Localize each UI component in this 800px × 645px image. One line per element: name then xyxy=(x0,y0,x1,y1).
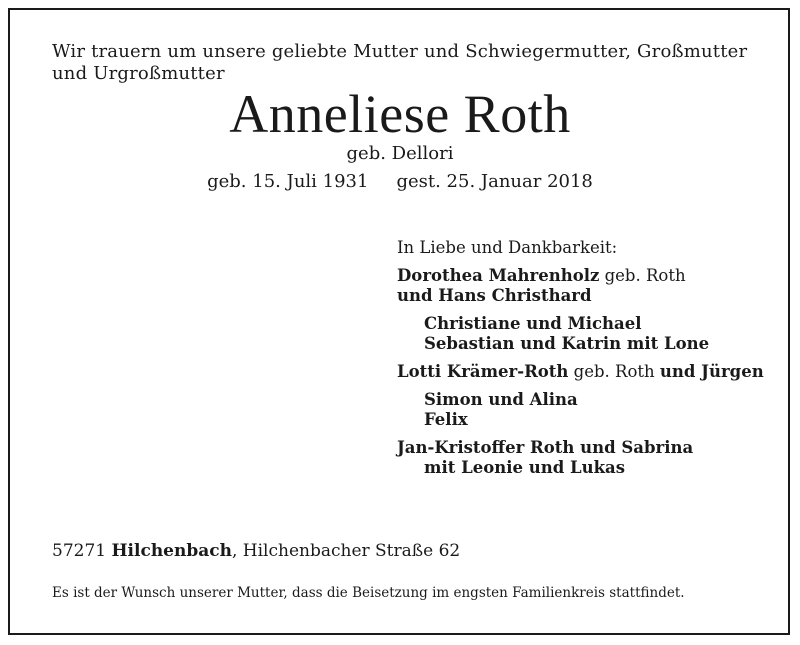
family-member-name: Dorothea Mahrenholz xyxy=(397,266,600,285)
deceased-name: Anneliese Roth xyxy=(229,84,571,144)
family-group-1-line-2: und Hans Christhard xyxy=(397,286,592,305)
postal-code: 57271 xyxy=(52,541,112,561)
intro-text: Wir trauern um unsere geliebte Mutter und Schwiegermutter, Großmutter und Urgroßmutter xyxy=(52,41,748,84)
family-group-2-sub-2: Felix xyxy=(424,410,468,429)
family-group-2-sub-1: Simon und Alina xyxy=(424,390,578,409)
family-member-maiden: geb. Roth xyxy=(568,362,660,381)
family-group-1-sub-1: Christiane und Michael xyxy=(424,314,642,333)
family-group-3-sub-1: mit Leonie und Lukas xyxy=(424,458,625,477)
family-heading: In Liebe und Dankbarkeit: xyxy=(397,238,618,257)
address xyxy=(52,541,752,561)
family-member-name: Lotti Krämer-Roth xyxy=(397,362,569,381)
family-list xyxy=(397,238,777,478)
death-date: gest. 25. Januar 2018 xyxy=(396,171,593,192)
maiden-name: geb. Dellori xyxy=(346,143,454,164)
family-group-1-sub-2: Sebastian und Katrin mit Lone xyxy=(424,334,710,353)
family-group-3-line-1: Jan-Kristoffer Roth und Sabrina xyxy=(397,438,694,457)
burial-note: Es ist der Wunsch unserer Mutter, dass die Beisetzung im engsten Familienkreis stattfindet. xyxy=(52,585,685,601)
city: Hilchenbach xyxy=(111,541,232,561)
family-member-partner: und Jürgen xyxy=(659,362,764,381)
family-group-2-line-1 xyxy=(397,362,777,382)
family-member-maiden: geb. Roth xyxy=(599,266,686,285)
family-group-1-line-1 xyxy=(397,266,777,286)
birth-date: geb. 15. Juli 1931 xyxy=(207,171,369,192)
street: , Hilchenbacher Straße 62 xyxy=(231,541,461,561)
life-dates xyxy=(0,171,800,193)
